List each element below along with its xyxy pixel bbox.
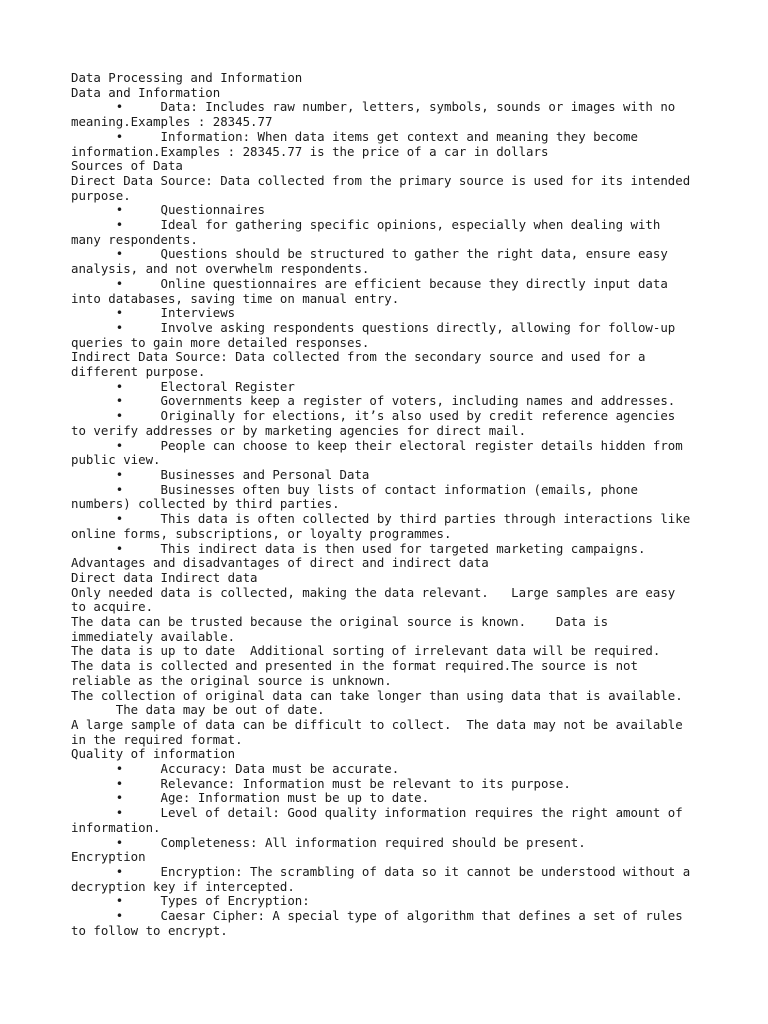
- text-line: analysis, and not overwhelm respondents.: [71, 261, 370, 277]
- text-line: Data Processing and Information: [71, 70, 303, 85]
- text-line: immediately available.: [71, 628, 236, 644]
- text-line: Indirect Data Source: Data collected from the secondary source and used for a: [71, 349, 646, 365]
- text-line: Encryption: [71, 849, 146, 865]
- text-line: The data is collected and presented in the format required.The source is not: [71, 658, 638, 674]
- text-line: • Questions should be structured to gather the right data, ensure easy: [71, 246, 668, 262]
- text-line: • Completeness: All information required should be present.: [71, 834, 586, 850]
- text-line: The data is up to date Additional sorting of irrelevant data will be required.: [71, 643, 661, 659]
- text-line: online forms, subscriptions, or loyalty programmes.: [71, 525, 452, 541]
- text-line: Sources of Data: [71, 158, 183, 174]
- text-line: The data can be trusted because the original source is known. Data is: [71, 614, 609, 630]
- text-line: • Electoral Register: [71, 378, 295, 394]
- text-line: to acquire.: [71, 599, 154, 615]
- text-line: information.: [71, 819, 161, 835]
- text-line: • Encryption: The scrambling of data so it cannot be understood without a: [71, 863, 691, 879]
- text-line: meaning.Examples : 28345.77: [71, 114, 273, 130]
- text-line: • Governments keep a register of voters, including names and addresses.: [71, 393, 676, 409]
- text-line: Direct data Indirect data: [71, 569, 258, 585]
- text-line: information.Examples : 28345.77 is the price of a car in dollars: [71, 143, 549, 159]
- text-line: • Information: When data items get context and meaning they become: [71, 128, 638, 144]
- text-line: The data may be out of date.: [71, 702, 325, 718]
- text-line: A large sample of data can be difficult to collect. The data may not be available: [71, 716, 683, 732]
- text-line: reliable as the original source is unknown.: [71, 672, 392, 688]
- text-line: • Originally for elections, it’s also used by credit reference agencies: [71, 408, 676, 424]
- text-line: • Accuracy: Data must be accurate.: [71, 761, 400, 777]
- text-line: Only needed data is collected, making the data relevant. Large samples are easy: [71, 584, 676, 600]
- text-line: decryption key if intercepted.: [71, 878, 295, 894]
- text-line: numbers) collected by third parties.: [71, 496, 340, 512]
- text-line: into databases, saving time on manual entry.: [71, 290, 400, 306]
- text-line: different purpose.: [71, 364, 206, 380]
- text-line: The collection of original data can take longer than using data that is available.: [71, 687, 683, 703]
- text-line: • Involve asking respondents questions directly, allowing for follow-up: [71, 319, 676, 335]
- document-body: [71, 71, 711, 938]
- text-line: • Interviews: [71, 305, 236, 321]
- text-line: many respondents.: [71, 231, 198, 247]
- text-line: in the required format.: [71, 731, 243, 747]
- text-line: purpose.: [71, 187, 131, 203]
- text-line: • Level of detail: Good quality information requires the right amount of: [71, 805, 683, 821]
- text-line: queries to gain more detailed responses.: [71, 334, 370, 350]
- text-line: • Age: Information must be up to date.: [71, 790, 430, 806]
- text-line: Quality of information: [71, 746, 236, 762]
- text-line: • Relevance: Information must be relevant to its purpose.: [71, 775, 571, 791]
- text-line: Direct Data Source: Data collected from the primary source is used for its intended: [71, 172, 691, 188]
- text-line: • This data is often collected by third parties through interactions like: [71, 511, 691, 527]
- text-line: • This indirect data is then used for targeted marketing campaigns.: [71, 540, 646, 556]
- text-line: • Businesses and Personal Data: [71, 466, 370, 482]
- text-line: • Businesses often buy lists of contact information (emails, phone: [71, 481, 638, 497]
- text-line: • People can choose to keep their electoral register details hidden from: [71, 437, 683, 453]
- text-line: public view.: [71, 452, 161, 468]
- text-line: Data and Information: [71, 84, 221, 100]
- text-line: • Questionnaires: [71, 202, 265, 218]
- text-line: • Ideal for gathering specific opinions, especially when dealing with: [71, 217, 661, 233]
- text-line: • Caesar Cipher: A special type of algorithm that defines a set of rules: [71, 908, 683, 924]
- text-line: to follow to encrypt.: [71, 922, 228, 938]
- text-line: to verify addresses or by marketing agencies for direct mail.: [71, 422, 527, 438]
- text-line: • Data: Includes raw number, letters, symbols, sounds or images with no: [71, 99, 676, 115]
- text-line: • Online questionnaires are efficient because they directly input data: [71, 275, 668, 291]
- text-line: Advantages and disadvantages of direct and indirect data: [71, 555, 489, 571]
- text-line: • Types of Encryption:: [71, 893, 310, 909]
